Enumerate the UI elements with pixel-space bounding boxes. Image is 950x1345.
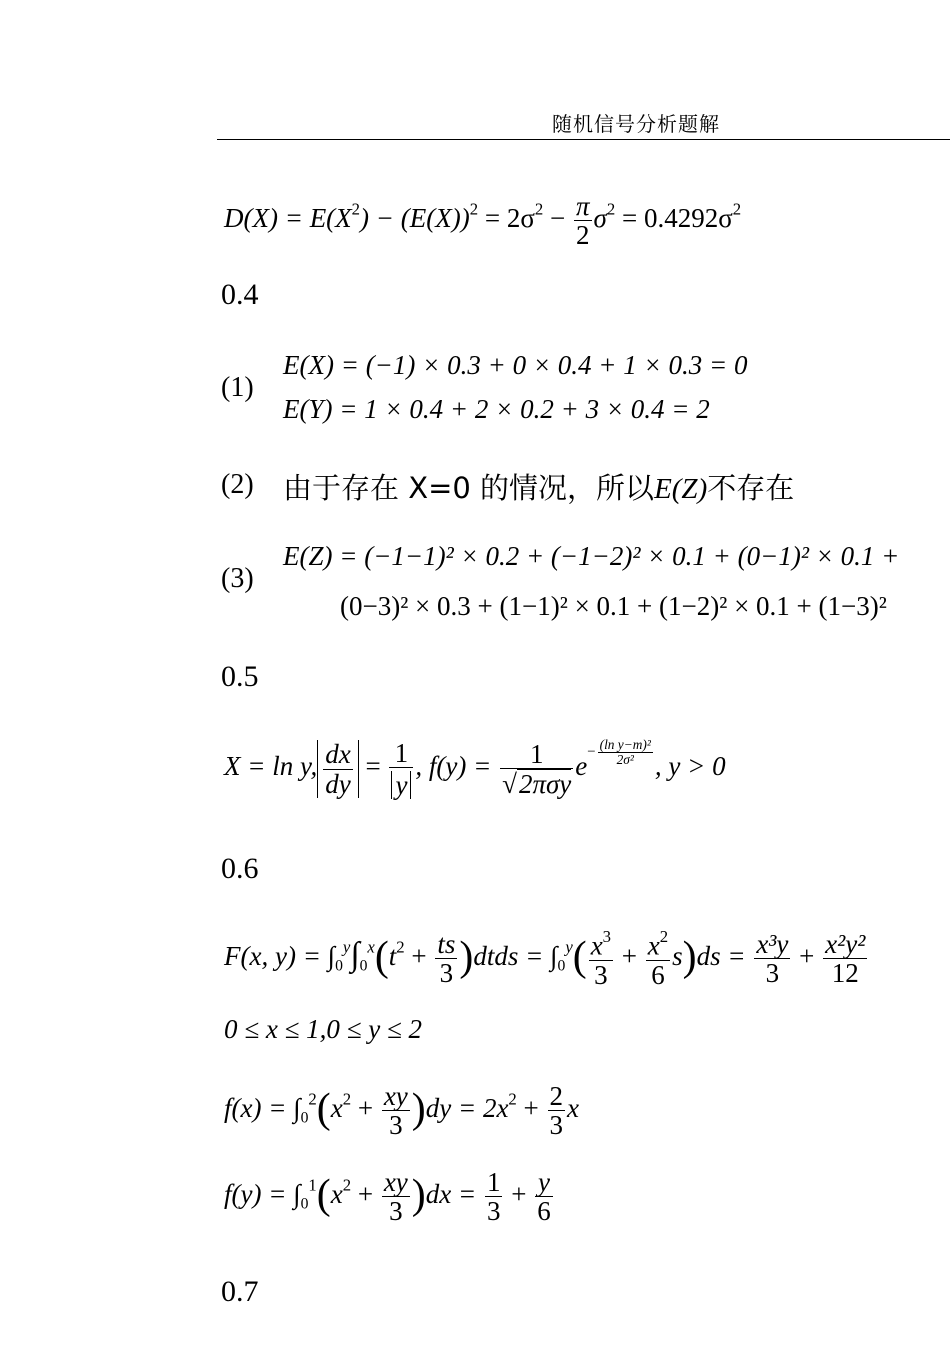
fy-six: 6 xyxy=(537,1196,551,1227)
fx-lhs: f(x) = ∫ xyxy=(224,1093,301,1124)
section-0-4: 0.4 xyxy=(221,278,259,311)
s06-three: 3 xyxy=(439,958,454,989)
lognormal-equation xyxy=(224,738,726,799)
part-3-line-2 xyxy=(340,591,887,622)
part-2-statement xyxy=(283,466,794,507)
part-1-line-1 xyxy=(283,350,747,381)
one-over-abs-y xyxy=(389,739,413,799)
page-header-title: 随机信号分析题解 xyxy=(552,114,720,136)
header-rule xyxy=(217,139,950,140)
s06-ts: ts xyxy=(437,928,456,959)
dx-sigma: σ xyxy=(593,203,607,234)
exponent: − (ln y−m)² 2σ² xyxy=(587,737,651,768)
fx-xy: xy xyxy=(383,1081,408,1111)
s05-f: , f(y) = xyxy=(415,751,499,782)
density-coefficient: $\frac{1}{\text{√2πσy}}$ xyxy=(502,738,572,800)
p3-line1-text: E(Z) = (−1−1)² × 0.2 + (−1−2)² × 0.1 + (0−1)² × 0.1 + xyxy=(283,541,900,571)
s05-dy: dy xyxy=(325,768,351,799)
variance-equation: $D(X) = E(X^2) - (E(X))^2 = 2\sigma^2$ − $\frac{\pi}{2}$ $\sigma^2 = 0.4292\sigma^2$ xyxy=(224,191,742,251)
s05-eq: = xyxy=(358,751,388,782)
s06-F: F(x, y) = ∫ xyxy=(224,940,336,971)
fx-plus: + xyxy=(516,1093,546,1124)
s06-dtds: dtds = ∫ xyxy=(473,940,558,971)
s06-range: 0 ≤ x ≤ 1,0 ≤ y ≤ 2 xyxy=(224,1014,422,1044)
part-3-label: (3) xyxy=(221,563,254,594)
s06-x2y2: x²y² xyxy=(825,928,866,959)
fy-one: 1 xyxy=(486,1167,501,1197)
p2-text-a: 由于存在 X=0 的情况，所以 xyxy=(283,471,655,505)
s06-ds: ds = xyxy=(696,940,753,971)
s05-den: 2πσy xyxy=(518,769,572,800)
part-3-line-1 xyxy=(283,541,899,572)
part-1-line-2 xyxy=(283,394,710,425)
p2-ez: E(Z) xyxy=(654,473,708,505)
fx-dy: dy = 2x xyxy=(425,1093,509,1124)
s06-x3y: x³y xyxy=(756,928,789,959)
section-0-5: 0.5 xyxy=(221,660,259,693)
dx-minus: − xyxy=(543,203,572,234)
fx-two: 2 xyxy=(549,1081,564,1111)
s05-coef-one: 1 xyxy=(500,740,573,769)
section-0-6: 0.6 xyxy=(221,852,259,885)
p2-text-b: 不存在 xyxy=(707,471,795,505)
fy-dx: dx = xyxy=(425,1179,483,1210)
s05-lhs: X = ln y, xyxy=(224,751,318,782)
s06-t: t xyxy=(388,940,397,971)
dx-result: = 0.4292σ xyxy=(615,203,733,234)
fx-x: x xyxy=(330,1093,343,1124)
dx-lhs: D(X) = E(X xyxy=(224,203,352,234)
pi-over-two xyxy=(574,192,592,250)
s05-exp-den: 2σ² xyxy=(616,752,634,768)
two-denominator: 2 xyxy=(576,220,590,251)
p1-line1-text: E(X) = (−1) × 0.3 + 0 × 0.4 + 1 × 0.3 = 0 xyxy=(283,350,748,380)
s05-abs-y: y xyxy=(395,769,408,800)
marginal-fy-equation: $f(y) = \int_0^1(x^2$ + $\frac{xy}{3}$ )dx = $\frac{1}{3}$ + $\frac{y}{6}$ xyxy=(224,1167,551,1227)
domain-condition xyxy=(224,1014,422,1045)
s05-exp-num: (ln y−m)² xyxy=(599,737,651,752)
fx-x-tail: x xyxy=(567,1093,580,1124)
s06-x2: x xyxy=(647,930,660,961)
dx-mid: ) − (E(X)) xyxy=(360,203,470,234)
joint-cdf-equation: F(x, $y) = \int_0^y\int_0^x(t^2$ + $\frac{ts}{3}$ )dtds = $\int_0^y$( $\frac{x^3}{3}$ + $\frac{x^2}{6}$ s)ds = $\frac{\text{x³y}}{3}$ + $\frac{\text{x²y²}}{12}$ xyxy=(224,927,866,990)
p3-line2-text: (0−3)² × 0.3 + (1−1)² × 0.1 + (1−2)² × 0.1 + (1−3)² xyxy=(340,591,887,621)
p1-line2-text: E(Y) = 1 × 0.4 + 2 × 0.2 + 3 × 0.4 = 2 xyxy=(283,394,710,424)
derivative-abs xyxy=(317,740,358,798)
s06-s: s xyxy=(672,940,683,971)
section-0-7: 0.7 xyxy=(221,1275,259,1308)
s06-twelve: 12 xyxy=(831,958,859,989)
s05-e: e xyxy=(575,751,588,782)
part-1-label: (1) xyxy=(221,372,254,403)
part-2-label: (2) xyxy=(221,469,254,500)
marginal-fx-equation: $f(x) = \int_0^2(x^2$ + $\frac{xy}{3}$ )$dy = 2x^2$ + $\frac{2}{3}$ x xyxy=(224,1081,580,1141)
s05-cond: , y > 0 xyxy=(654,751,726,782)
fy-lhs: f(y) = ∫ xyxy=(224,1179,301,1210)
fy-y: y xyxy=(537,1167,550,1197)
s05-dx: dx xyxy=(325,739,351,770)
dx-eq1: = 2σ xyxy=(478,203,535,234)
s06-six: 6 xyxy=(651,959,665,990)
s05-one: 1 xyxy=(389,739,413,768)
pi-numerator: π xyxy=(576,191,590,221)
s06-x3: x xyxy=(590,930,603,961)
